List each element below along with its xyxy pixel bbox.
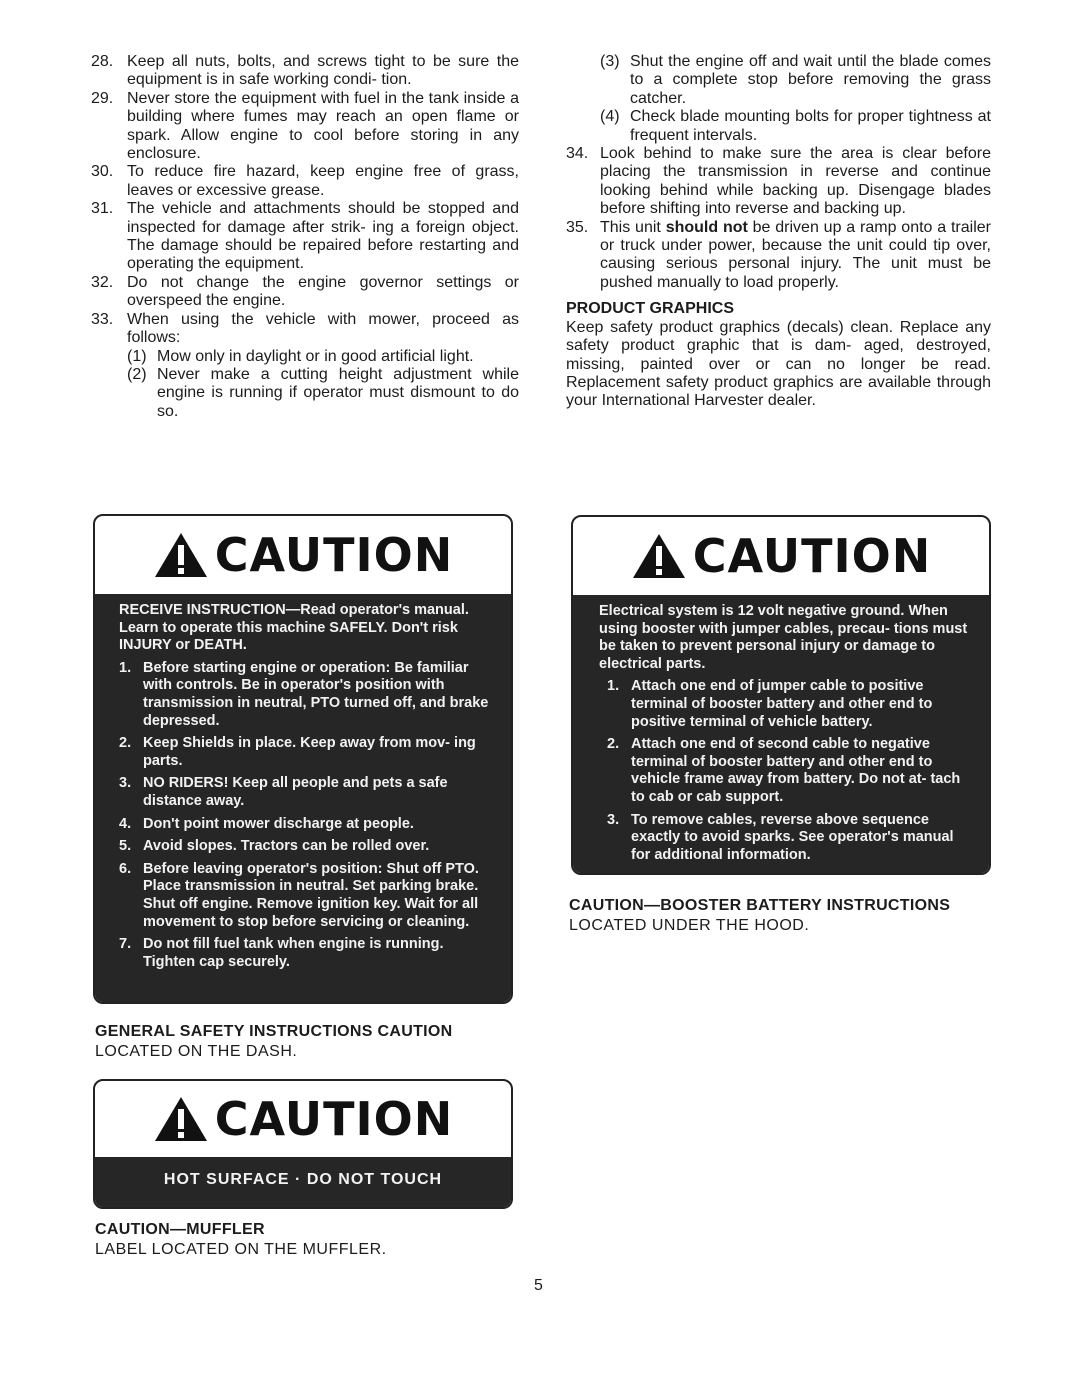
item-number: 28. <box>91 53 114 70</box>
decal-header <box>95 1081 511 1157</box>
decal-item-text: To remove cables, reverse above sequence exactly to avoid sparks. See operator's manual for additional information. <box>631 811 954 863</box>
caption-text: LOCATED ON THE DASH. <box>95 1043 298 1060</box>
decal-body <box>95 594 511 1004</box>
decal-item-text: Before starting engine or operation: Be familiar with controls. Be in operator's position with transmission in neutral, PTO turned off, and brake depressed. <box>143 659 489 729</box>
item-number: 32. <box>91 273 114 291</box>
list-item <box>566 145 991 219</box>
decal-item-number: 2. <box>119 735 132 752</box>
decal-body <box>95 1157 511 1207</box>
decal-item-number: 1. <box>119 659 132 676</box>
sub-item <box>91 366 519 421</box>
item-text-post: be driven up a ramp onto a trailer or truck under power, because the unit could tip over, causing serious personal injury. The unit must be pushed manually to load properly. <box>600 218 991 291</box>
decal-list-item <box>599 678 971 731</box>
sub-item-text: Mow only in daylight or in good artificial light. <box>157 347 474 365</box>
warning-triangle-icon <box>631 532 687 580</box>
left-column <box>91 53 519 421</box>
decal-list-item <box>599 736 971 806</box>
item-number: 35. <box>566 218 589 236</box>
decal-item-text: Attach one end of second cable to negative terminal of booster battery and other end to vehicle frame away from battery. Do not at- tach to cab or cab support. <box>631 736 961 805</box>
item-text: The vehicle and attachments should be stopped and inspected for damage after strik- ing a foreign object. The damage should be repaired before restarting and operating the equipment. <box>127 200 519 273</box>
decal-item-number: 6. <box>119 860 132 877</box>
decal-list-item <box>119 735 489 770</box>
sub-item-text: Never make a cutting height adjustment while engine is running if operator must dismount to do so. <box>157 365 519 420</box>
list-item <box>566 219 991 293</box>
decal-list-item <box>119 861 489 931</box>
general-caution-caption <box>95 1022 452 1062</box>
decal-item-number: 2. <box>607 736 620 753</box>
list-item <box>91 90 519 164</box>
list-item <box>91 311 519 348</box>
decal-item-number: 7. <box>119 936 132 953</box>
decal-body <box>573 595 989 875</box>
decal-item-number: 1. <box>607 678 620 695</box>
page-number: 5 <box>534 1277 543 1294</box>
decal-item-number: 3. <box>119 775 132 792</box>
general-caution-decal <box>93 514 513 1004</box>
decal-item-text: Do not fill fuel tank when engine is running. Tighten cap securely. <box>143 936 444 970</box>
decal-warning-text: HOT SURFACE · DO NOT TOUCH <box>163 1171 443 1188</box>
decal-item-text: Before leaving operator's position: Shut off PTO. Place transmission in neutral. Set parking brake. Shut off engine. Remove ignition key. Wait for all movement to stop before servicing or cleaning. <box>143 860 479 930</box>
sub-item-text: Shut the engine off and wait until the blade comes to a complete stop before removing the grass catcher. <box>630 53 991 107</box>
list-item <box>91 200 519 274</box>
decal-item-number: 5. <box>119 838 132 855</box>
item-number: 31. <box>91 200 114 218</box>
item-text: To reduce fire hazard, keep engine free of grass, leaves or excessive grease. <box>127 163 519 199</box>
item-number: 30. <box>91 163 114 181</box>
item-number: 29. <box>91 89 114 107</box>
muffler-caution-decal <box>93 1079 513 1209</box>
decal-item-text: Attach one end of jumper cable to positive terminal of booster battery and other end to positive terminal of vehicle battery. <box>631 678 933 730</box>
decal-list-item <box>599 812 971 865</box>
decal-list-item <box>119 775 489 810</box>
caption-text: LABEL LOCATED ON THE MUFFLER. <box>95 1241 387 1258</box>
decal-list-item <box>119 660 489 730</box>
list-item <box>91 274 519 311</box>
warning-triangle-icon <box>153 1095 209 1143</box>
item-text: Never store the equipment with fuel in the tank inside a building where fumes may reach an open flame or spark. Allow engine to cool before storing in any enclosure. <box>127 89 519 163</box>
caption-title: GENERAL SAFETY INSTRUCTIONS CAUTION <box>95 1023 453 1040</box>
sub-item <box>566 108 991 145</box>
battery-caution-caption <box>569 896 950 936</box>
battery-caution-decal <box>571 515 991 875</box>
muffler-caution-caption <box>95 1220 387 1260</box>
item-text: When using the vehicle with mower, proceed as follows: <box>127 310 519 347</box>
item-text <box>600 219 991 293</box>
decal-item-number: 4. <box>119 815 132 832</box>
decal-item-number: 3. <box>607 811 620 828</box>
decal-header <box>573 517 989 595</box>
decal-title: CAUTION <box>692 529 932 583</box>
caption-title: CAUTION—BOOSTER BATTERY INSTRUCTIONS <box>569 897 951 914</box>
caption-text: LOCATED UNDER THE HOOD. <box>569 917 810 934</box>
decal-item-text: Avoid slopes. Tractors can be rolled over. <box>143 838 430 855</box>
list-item <box>91 163 519 200</box>
decal-list-item <box>119 816 489 834</box>
item-text: Look behind to make sure the area is clear before placing the transmission in reverse and continue looking behind while backing up. Disengage blades before shifting into reverse and backing up. <box>600 145 991 218</box>
decal-intro: Electrical system is 12 volt negative ground. When using booster with jumper cables, precau- tions must be taken to prevent personal injury or damage to electrical parts. <box>599 603 968 672</box>
sub-item-text: Check blade mounting bolts for proper tightness at frequent intervals. <box>630 108 991 144</box>
right-column <box>566 53 991 411</box>
sub-item <box>566 53 991 108</box>
item-text: Keep all nuts, bolts, and screws tight to be sure the equipment is in safe working condi- tion. <box>127 53 519 89</box>
decal-item-text: Don't point mower discharge at people. <box>143 815 414 832</box>
decal-list-item <box>119 838 489 856</box>
sub-item-number: (2) <box>127 365 147 383</box>
decal-title: CAUTION <box>214 1092 454 1146</box>
item-text-pre: This unit <box>600 218 666 236</box>
sub-item-number: (4) <box>600 108 620 126</box>
product-graphics-text: Keep safety product graphics (decals) clean. Replace any safety product graphic that is dam- aged, destroyed, missing, painted over or can no longer be read. Replacement safety product graphics are available through your International Harvester dealer. <box>566 318 991 410</box>
caption-title: CAUTION—MUFFLER <box>95 1221 265 1238</box>
decal-header <box>95 516 511 594</box>
decal-item-text: NO RIDERS! Keep all people and pets a safe distance away. <box>143 775 448 809</box>
sub-item-number: (1) <box>127 347 147 365</box>
decal-item-text: Keep Shields in place. Keep away from mov- ing parts. <box>143 735 476 769</box>
decal-title: CAUTION <box>214 528 454 582</box>
warning-triangle-icon <box>153 531 209 579</box>
decal-list-item <box>119 936 489 971</box>
item-number: 33. <box>91 310 114 328</box>
decal-intro: RECEIVE INSTRUCTION—Read operator's manual. Learn to operate this machine SAFELY. Don't risk INJURY or DEATH. <box>119 602 469 654</box>
list-item <box>91 53 519 90</box>
item-text: Do not change the engine governor settings or overspeed the engine. <box>127 273 519 310</box>
sub-item <box>91 348 519 366</box>
item-number: 34. <box>566 145 589 163</box>
product-graphics-heading: PRODUCT GRAPHICS <box>566 300 735 318</box>
sub-item-number: (3) <box>600 53 620 70</box>
item-text-emphasis: should not <box>665 218 748 236</box>
